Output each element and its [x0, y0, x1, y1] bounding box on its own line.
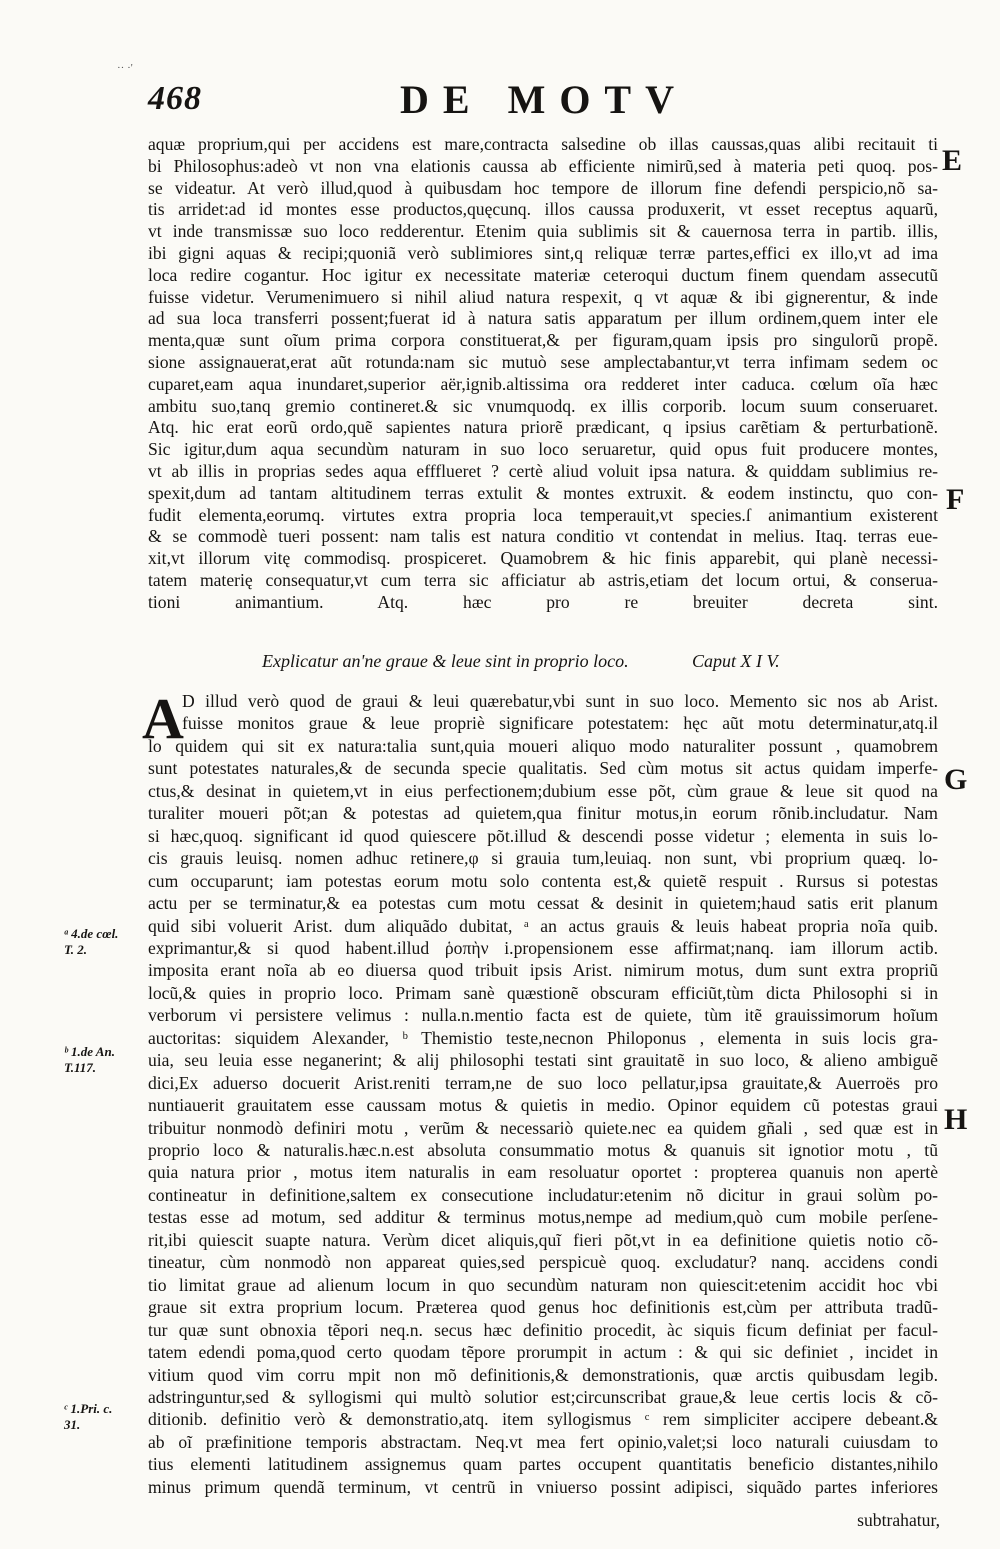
- margin-note-b-line2: T.117.: [64, 1060, 97, 1075]
- margin-note-a-line1: ᵃ 4.de cœl.: [64, 926, 119, 941]
- text-line: fuisse videtur. Verumenimuero si nihil aliud natura respexit, q vt aquæ & ibi gignerentur, & inde: [148, 286, 938, 307]
- text-line: tatem edendi poma,quod certo quodam tẽpore prorumpit in actum : & qui sic definiet , incidet in: [148, 1342, 938, 1363]
- text-line: tio limitat graue ad alienum locum in quo secundùm naturam non quiescit:etenim accidit hoc vbi: [148, 1274, 938, 1295]
- text-line: sunt potestates naturales,& de secunda specie qualitatis. Sed cùm motus sit actus quidam imperfe-: [148, 758, 938, 779]
- text-line: tioni animantium. Atq. hæc pro re breuiter decreta sint.: [148, 591, 938, 612]
- text-line: proprio loco & naturalis.hæc.n.est absoluta consummatio motus & quanuis sit ignotior motu , tũ: [148, 1140, 938, 1160]
- text-line: Atq. hic erat eorũ ordo,quẽ sapientes natura priorẽ prædicant, q ipsius carẽtiam & perturbationẽ.: [148, 417, 938, 438]
- margin-letter-g: G: [944, 763, 968, 796]
- text-line: quid sibi voluerit Arist. dum aliquãdo dubitat, ᵃ an actus grauis & leuis habeat propria noĩa quib.: [148, 915, 938, 936]
- text-line: imposita erant noĩa ab eo diuersa quod tribuit ipsis Arist. nimirum motus, dum sunt extra propriũ: [148, 960, 938, 981]
- margin-letter-e: E: [942, 144, 963, 177]
- text-line: fudit elementa,eorumq. virtutes extra propria loca temperauit,vt species.ſ animantium existerent: [148, 504, 938, 525]
- text-line: adstringuntur,sed & syllogismi qui multò solutior est;circunscribat graue,& leue certis locis & cõ-: [148, 1386, 938, 1407]
- margin-note-c-line1: ᶜ 1.Pri. c.: [64, 1401, 113, 1416]
- text-line: si hæc,quoq. significant id quod quiescere põt.illud & descendi posse videtur ; elementa in suis lo-: [148, 825, 938, 846]
- chapter-caput: Caput X I V.: [692, 651, 780, 671]
- text-line: ad sua loca transferri possent;fuerat id à natura satis apparatum per illum ordinem,quem inter ele: [148, 308, 938, 329]
- margin-note-a-line2: T. 2.: [64, 942, 87, 957]
- text-line: fuisse monitos graue & leue propriè significare potestatem: hęc aũt motu determinatur,atq.il: [182, 713, 938, 734]
- running-head: DE MOTV: [400, 77, 688, 122]
- text-line: auctoritas: siquidem Alexander, ᵇ Themistio teste,necnon Philoponus , elementa in suis locis gra-: [148, 1027, 938, 1048]
- text-line: locũ,& quies in proprio loco. Primam sanè quæstionẽ obscuram efficiũt,tùm dicta Philosophi si in: [148, 982, 938, 1003]
- text-line: contineatur in definitione,saltem ex consecutione includatur:etenim nõ dicitur in graui solùm po-: [148, 1184, 938, 1205]
- text-line: ab oĩ præfinitione temporis abstractam. Neq.vt mea fert opinio,valet;si loco naturali cuiusdam to: [148, 1431, 938, 1452]
- text-line: graue sit extra proprium locum. Præterea quod genus hoc definitionis est,cùm per attributa tradũ-: [148, 1297, 938, 1318]
- text-line: tis arridet:ad id montes esse productos,quęcunq. illos caussa produxerit, vt esset receptus aquarũ,: [148, 199, 938, 220]
- chapter-title: Explicatur an'ne graue & leue sint in proprio loco.: [262, 651, 629, 671]
- margin-letter-f: F: [946, 483, 965, 516]
- text-line: exprimantur,& si quod habent.illud ῥοπὴν i.propensionem esse affirmat;nanq. iam illorum actib.: [148, 937, 938, 958]
- text-line: tur quæ sunt obnoxia tẽpori neq.n. secus hæc definitio procedit, àc siquis ficum definiat per facul-: [148, 1319, 938, 1340]
- text-line: Sic igitur,dum aqua secundùm naturam in suo loco seruaretur, quid opus fuit producere montes,: [148, 439, 938, 460]
- text-line: cuparet,eam aqua inundaret,superior aër,ignib.altissima ora redderet inter caduca. cœlum oĩa hæc: [148, 373, 938, 394]
- text-line: turaliter moueri põt;an & potestas ad quietem,qua finitur motus,in eorum rõnib.includatur. Nam: [148, 803, 938, 824]
- text-line: dici,Ex aduerso docuerit Arist.reniti terram,ne de suo loco pellatur,ipsa grauitate,& Auerroës pro: [148, 1072, 938, 1093]
- text-line: menta,quæ sunt oĩum prima corpora constituerat,& per figuram,quam ipsis pro singulorũ propẽ.: [148, 330, 938, 351]
- catchword: subtrahatur,: [857, 1510, 940, 1530]
- text-line: tius elementi latitudinem assignemus quam partes occupent quantitatis beneficio distantes,nihilo: [148, 1454, 938, 1475]
- text-line: actu per se terminatur,& ea potestas cum motu cessat & desinit in quietem;haud satis erit planum: [148, 893, 938, 914]
- text-line: sione assignauerat,erat aũt rotunda:nam sic mutuò sese amplectabantur,vt terra infimam sedem oc: [148, 352, 938, 372]
- text-line: D illud verò quod de graui & leui quærebatur,vbi sunt in suo loco. Memento sic nos ab Arist.: [182, 691, 938, 711]
- margin-note-a: [64, 926, 118, 958]
- margin-note-c: [64, 1401, 112, 1433]
- text-line: loca redire cogantur. Hoc igitur ex necessitate materiæ ceteroqui ductum finem quendam assecutũ: [148, 264, 938, 285]
- text-line: bi Philosophus:adeò vt non vna elationis caussa ab efficiente nimirũ,sed à materia peti quoq. pos-: [148, 155, 938, 176]
- page-number: 468: [148, 80, 202, 117]
- text-line: spexit,dum ad tantam altitudinem terras extulit & montes extruxit. & eodem instinctu, quo con-: [148, 482, 938, 503]
- text-line: ditionib. definitio verò & demonstratio,atq. item syllogismus ᶜ rem simpliciter accipere debeant.&: [148, 1409, 938, 1430]
- text-line: lo quidem qui sit ex natura:talia sunt,quia moueri aliquo modo naturaliter possunt , quamobrem: [148, 735, 938, 756]
- text-line: tineatur, cùm nonmodò non appareat quies,sed perspicuè quoq. excludatur? nanq. accidens condi: [148, 1252, 938, 1273]
- text-line: rit,ibi quiescit suapte natura. Verùm dicet aliquis,quĩ fieri põt,vt in ea definitione quietis notio cõ-: [148, 1229, 938, 1250]
- chapter-heading: [262, 651, 842, 672]
- drop-cap: A: [142, 686, 184, 751]
- text-line: minus primum quendã terminum, vt centrũ in vniuerso possint adipisci, siquãdo partes inferiores: [148, 1476, 938, 1497]
- corner-mark: ·· ·': [117, 62, 133, 74]
- margin-note-c-line2: 31.: [64, 1417, 81, 1432]
- text-line: ibi gigni aquas & recipi;quoniã verò sublimiores sint,q reliquæ terræ partes,effici ex illo,vt ad ima: [148, 243, 938, 263]
- text-line: & se commodè tueri possent: nam talis est natura conditio vt contendat in melius. Itaq. terras eue-: [148, 526, 938, 547]
- text-line: verborum vi persistere velimus : nulla.n.mentio facta est de quiete, tùm itẽ grauissimorum hoĩum: [148, 1005, 938, 1026]
- margin-note-b: [64, 1044, 115, 1076]
- text-line: testas esse ad motum, sed additur & terminus motus,nempe ad medium,quò cum mobile perſene-: [148, 1207, 938, 1228]
- text-line: tatem materię consequatur,vt cum terra sic afficiatur ab astris,etiam det locum ortui, & conserua-: [148, 570, 938, 590]
- text-line: vitium quod vim corru mpit non mõ definitionis,& demonstrationis, quæ arctis quibusdam legib.: [148, 1364, 938, 1385]
- text-line: vt ab illis in proprias sedes aqua effflueret ? certè aliud voluit ipsa natura. & quiddam sublimius re-: [148, 461, 938, 481]
- margin-letter-h: H: [944, 1103, 968, 1136]
- text-line: ctus,& desinat in quietem,vt in eius perfectionem;dubium esse põt, cùm graue & leue sit quod na: [148, 780, 938, 801]
- text-line: tribuitur nonmodò definiri motu , verũm & necessariò quiete.nec ea quidem gñali , sed quæ est in: [148, 1117, 938, 1138]
- text-line: vt inde transmissæ suo loco redderentur. Etenim quia sublimis sit & cauernosa terra in partib. illis,: [148, 221, 938, 242]
- text-line: uia, seu leuia esse neganerint; & alij philosophi testati sint grauitatẽ in suo loco, & alieno ambiguẽ: [148, 1050, 938, 1071]
- text-line: ambitu suo,tanq gremio contineret.& sic vnumquodq. ex illis corporib. locum suum conseruaret.: [148, 395, 938, 416]
- text-line: aquæ proprium,qui per accidens est mare,contracta salsedine ob illas caussas,quas alibi recitauit ti: [148, 134, 938, 154]
- text-line: nuntiauerit grauitatem esse caussam motus & quietis in medio. Opinor equidem cũ potestas graui: [148, 1095, 938, 1116]
- text-line: se videatur. At verò illud,quod à quibusdam hoc tempore de illorum fine defendi perspicio,nõ sa-: [148, 177, 938, 198]
- text-line: cum occuparunt; iam potestas eorum motu solo contenta est,& quietẽ respuit . Rursus si potestas: [148, 870, 938, 891]
- text-line: quia natura prior , motus item naturalis in eam resoluatur oportet : propterea quanuis non apertè: [148, 1162, 938, 1183]
- text-line: xit,vt illorum vitę commodisq. prospiceret. Quamobrem & hic finis apparebit, qui planè necessi-: [148, 548, 938, 569]
- text-line: cis grauis leuisq. nomen adhuc retinere,φ si grauia tum,leuiaq. non sunt, vbi proprium quæq. lo-: [148, 848, 938, 869]
- margin-note-b-line1: ᵇ 1.de An.: [64, 1044, 115, 1059]
